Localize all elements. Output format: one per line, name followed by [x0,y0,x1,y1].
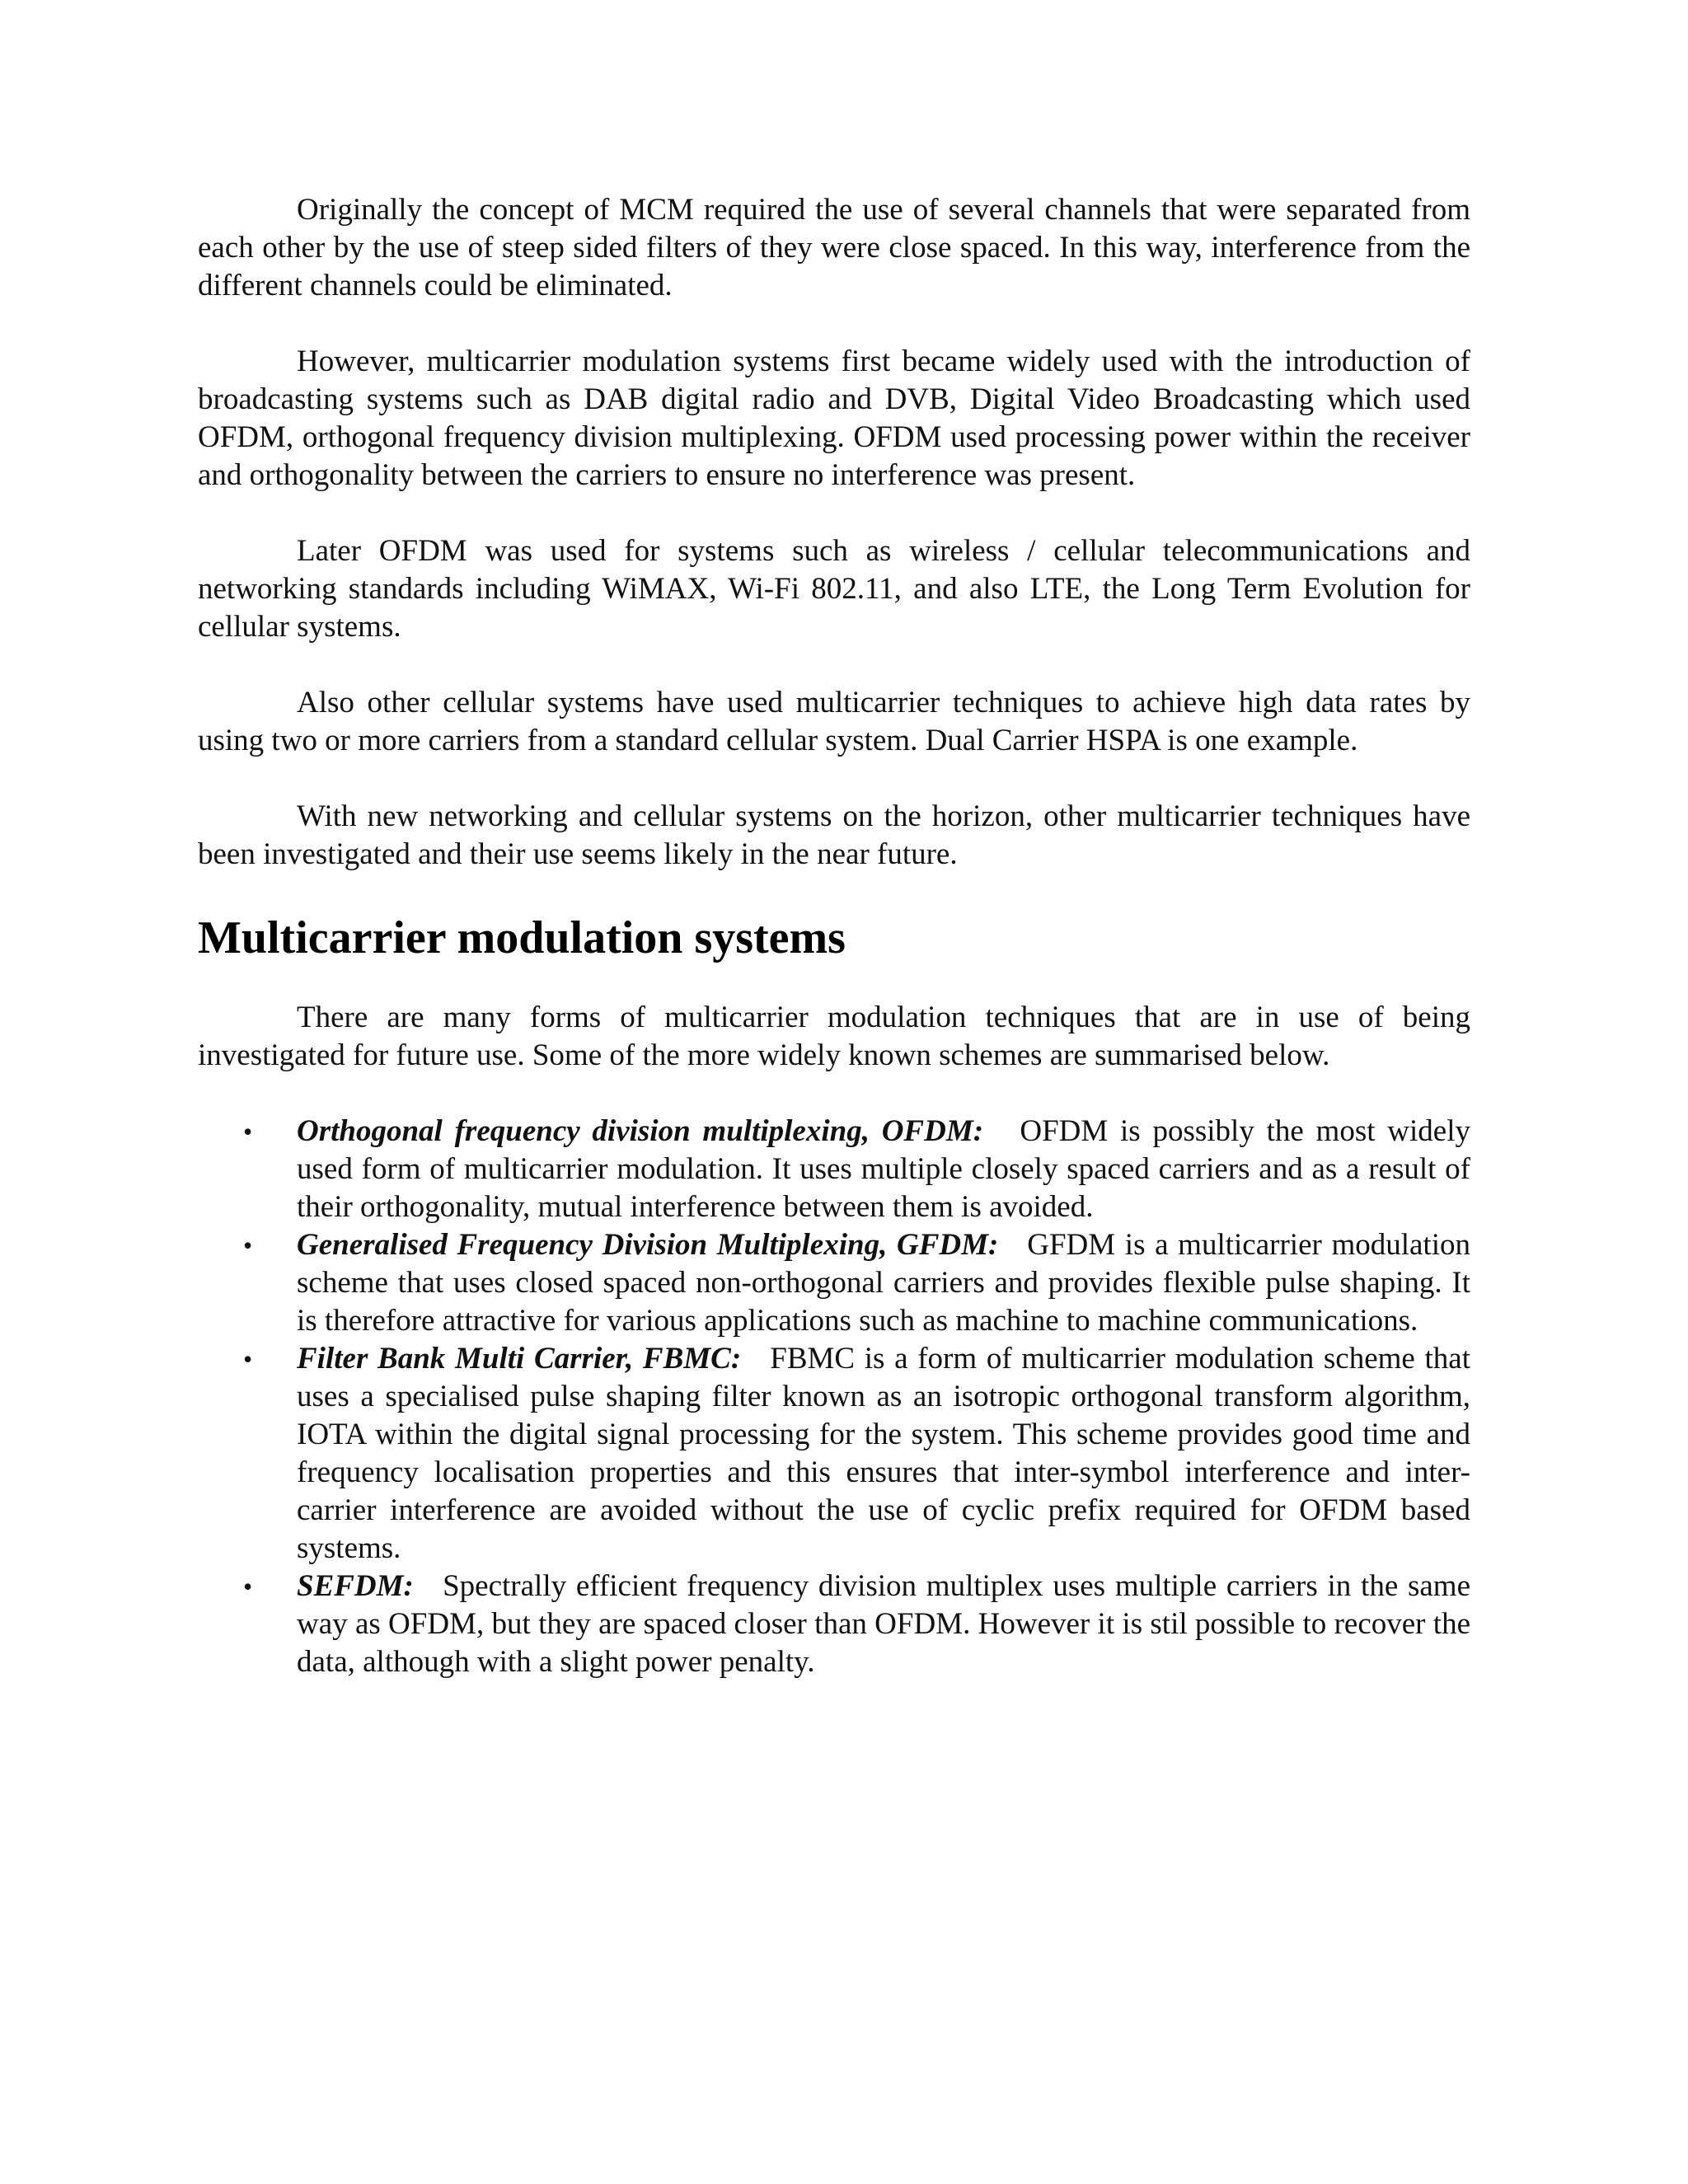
bullet-icon: • [243,1344,253,1374]
list-item-sefdm [243,1568,1471,1681]
paragraph-later-ofdm: Later OFDM was used for systems such as wireless / cellular telecommunications and networking standards including WiMAX, Wi-Fi 802.11, and also LTE, the Long Term Evolution for cellular systems. [198,534,1470,644]
term-fbmc: Filter Bank Multi Carrier, FBMC: [297,1342,742,1376]
list-item-gfdm [243,1226,1470,1340]
paragraph-future-techniques: With new networking and cellular systems on the horizon, other multicarrier techniques have been investigated and their use seems likely in the near future. [198,799,1470,871]
term-sefdm: SEFDM: [297,1569,414,1603]
term-gfdm: Generalised Frequency Division Multiplexing, GFDM: [297,1228,999,1262]
description-ofdm: OFDM is possibly the most widely used form of multicarrier modulation. It uses multiple closely spaced carriers and as a result of their orthogonality, mutual interference between them is avoided. [297,1114,1470,1224]
document-page [198,191,1470,1681]
paragraph-cellular-multicarrier: Also other cellular systems have used multicarrier techniques to achieve high data rates by using two or more carriers from a standard cellular system. Dual Carrier HSPA is one example. [198,686,1470,757]
bullet-icon: • [243,1117,253,1146]
description-sefdm: Spectrally efficient frequency division multiplex uses multiple carriers in the same way as OFDM, but they are spaced closer than OFDM. However it is stil possible to recover the data, although with a slight power penalty. [297,1569,1471,1679]
section-intro-paragraph: There are many forms of multicarrier modulation techniques that are in use of being investigated for future use. Some of the more widely known schemes are summarised below. [198,1001,1470,1072]
description-fbmc: FBMC is a form of multicarrier modulation scheme that uses a specialised pulse shaping filter known as an isotropic orthogonal transform algorithm, IOTA within the digital signal processing for the system. This scheme provides good time and frequency localisation properties and this ensures that inter-symbol interference and inter-carrier interference are avoided without the use of cyclic prefix required for OFDM based systems. [297,1342,1470,1565]
term-ofdm: Orthogonal frequency division multiplexing, OFDM: [297,1114,984,1148]
paragraph-broadcasting-ofdm: However, multicarrier modulation systems first became widely used with the introduction of broadcasting systems such as DAB digital radio and DVB, Digital Video Broadcasting which used OFDM, orthogonal frequency division multiplexing. OFDM used processing power within the receiver and orthogonality between the carriers to ensure no interference was present. [198,344,1470,492]
section-heading: Multicarrier modulation systems [198,912,846,963]
scheme-list [198,1113,1470,1681]
bullet-icon: • [243,1572,253,1601]
list-item-ofdm [243,1113,1470,1226]
bullet-icon: • [243,1230,253,1260]
paragraph-mcm-origins: Originally the concept of MCM required the use of several channels that were separated from each other by the use of steep sided filters of they were close spaced. In this way, interference from the different channels could be eliminated. [198,193,1470,302]
description-gfdm: GFDM is a multicarrier modulation scheme that uses closed spaced non-orthogonal carriers and provides flexible pulse shaping. It is therefore attractive for various applications such as machine to machine communications. [297,1228,1470,1338]
list-item-fbmc [243,1340,1470,1568]
